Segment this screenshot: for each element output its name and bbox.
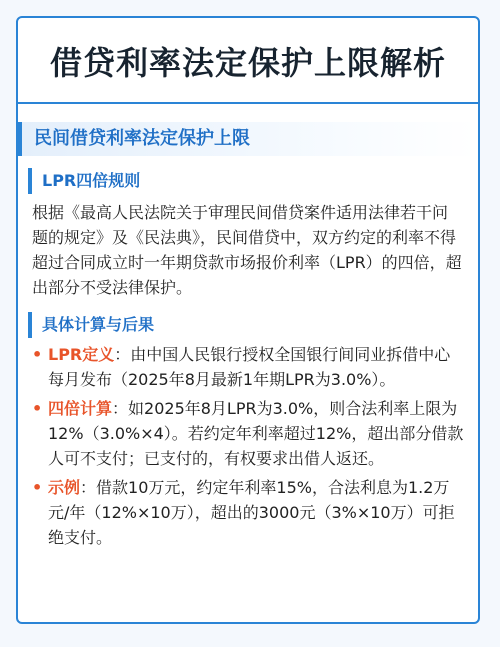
calc-heading: 具体计算与后果 — [28, 312, 466, 338]
rule-paragraph: 根据《最高人民法院关于审理民间借贷案件适用法律若干问题的规定》及《民法典》，民间借贷中，双方约定的利率不得超过合同成立时一年期贷款市场报价利率（LPR）的四倍，超出部分不受法律保护。 — [32, 203, 462, 297]
title-divider — [18, 102, 478, 104]
item-label: 示例 — [48, 478, 81, 497]
item-separator: ： — [114, 345, 131, 364]
item-text: 借款10万元，约定年利率15%，合法利息为1.2万元/年（12%×10万），超出的3000元（3%×10万）可拒绝支付。 — [48, 478, 455, 547]
item-separator: ： — [112, 399, 129, 418]
page-title: 借贷利率法定保护上限解析 — [49, 44, 446, 82]
item-separator: ： — [80, 478, 97, 497]
calc-list — [30, 342, 464, 550]
item-label: 四倍计算 — [48, 399, 113, 418]
item-text: 如2025年8月LPR为3.0%，则合法利率上限为12%（3.0%×4）。若约定年利率超过12%，超出部分借款人可不支付；已支付的，有权要求出借人返还。 — [48, 399, 464, 468]
article-card — [16, 16, 480, 624]
section-heading: 民间借贷利率法定保护上限 — [18, 122, 478, 156]
rule-heading: LPR四倍规则 — [28, 168, 466, 194]
list-item-example — [30, 475, 464, 550]
item-label: LPR定义 — [48, 345, 115, 364]
bullet-icon: • — [32, 345, 43, 364]
bullet-icon: • — [32, 399, 43, 418]
list-item-lpr-definition — [30, 342, 464, 392]
item-text: 由中国人民银行授权全国银行间同业拆借中心每月发布（2025年8月最新1年期LPR为3.0%）。 — [48, 345, 451, 389]
bullet-icon: • — [32, 478, 43, 497]
list-item-four-times-calc — [30, 396, 464, 471]
